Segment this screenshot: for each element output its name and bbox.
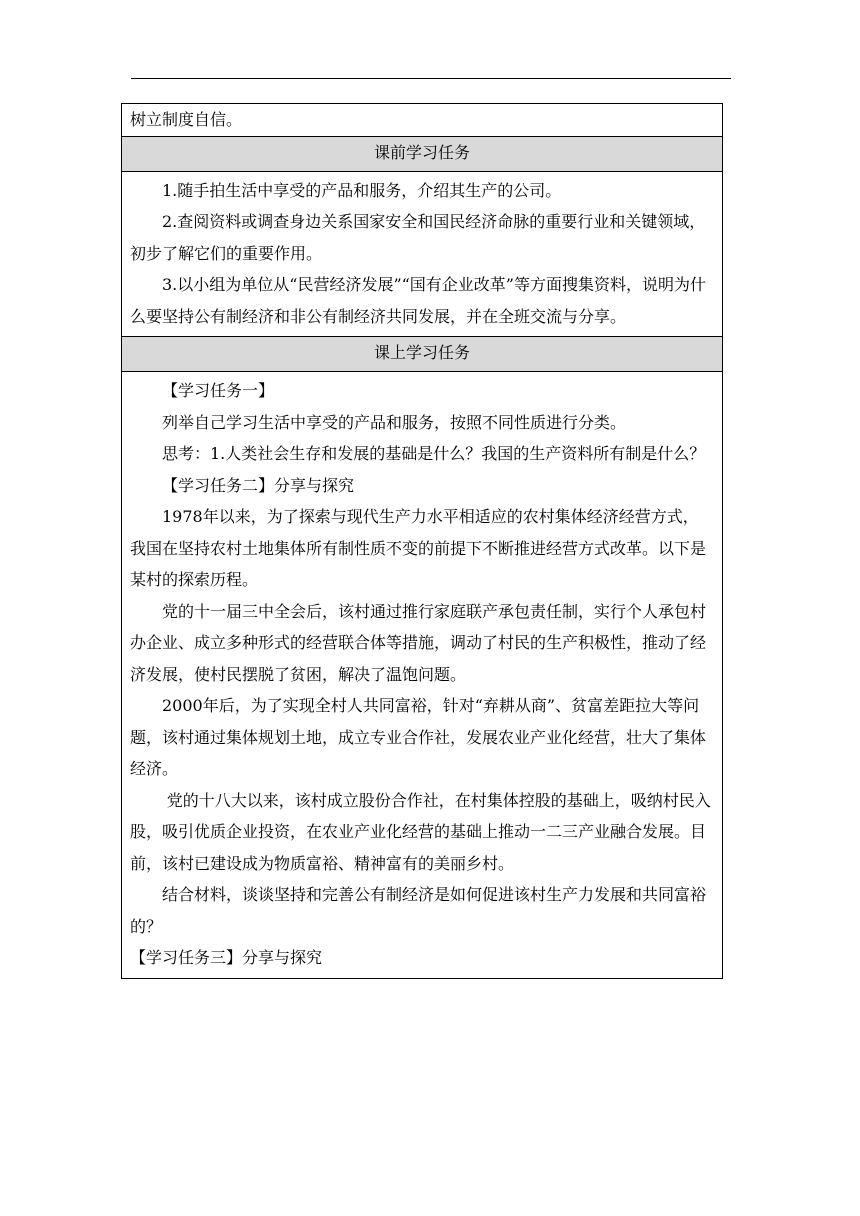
task2-paragraph-3: 2000年后，为了实现全村人共同富裕，针对“弃耕从商”、贫富差距拉大等问题，该村通过集体规划土地，成立专业合作社，发展农业产业化经营，壮大了集体经济。 bbox=[130, 696, 707, 778]
intro-cell bbox=[122, 104, 723, 137]
intro-row bbox=[122, 104, 723, 137]
in-class-content-row bbox=[122, 372, 723, 979]
task2-paragraph-4: 党的十八大以来，该村成立股份合作社，在村集体控股的基础上，吸纳村民入股，吸引优质企业投资，在农业产业化经营的基础上推动一二三产业融合发展。目前，该村已建设成为物质富裕、精神富有的美丽乡村。 bbox=[130, 790, 711, 873]
in-class-header-row bbox=[122, 337, 723, 372]
task3-heading: 【学习任务三】分享与探究 bbox=[130, 948, 323, 967]
task1-heading: 【学习任务一】 bbox=[162, 381, 275, 400]
lesson-plan-table bbox=[121, 103, 723, 979]
task2-paragraph-1: 1978年以来，为了探索与现代生产力水平相适应的农村集体经济经营方式，我国在坚持农村土地集体所有制性质不变的前提下不断推进经营方式改革。以下是某村的探索历程。 bbox=[130, 507, 707, 589]
in-class-content bbox=[122, 372, 723, 979]
intro-text: 树立制度自信。 bbox=[130, 110, 243, 129]
task2-question: 结合材料，谈谈坚持和完善公有制经济是如何促进该村生产力发展和共同富裕的？ bbox=[130, 885, 707, 936]
header-rule bbox=[131, 78, 731, 79]
pre-class-item-2: 2.查阅资料或调查身边关系国家安全和国民经济命脉的重要行业和关键领域，初步了解它们的重要作用。 bbox=[130, 212, 706, 263]
pre-class-item-1: 1.随手拍生活中享受的产品和服务，介绍其生产的公司。 bbox=[162, 180, 562, 200]
pre-class-title: 课前学习任务 bbox=[122, 136, 723, 171]
pre-class-content-row bbox=[122, 171, 723, 337]
task2-heading: 【学习任务二】分享与探究 bbox=[162, 475, 355, 495]
pre-class-header-row bbox=[122, 136, 723, 171]
in-class-title: 课上学习任务 bbox=[122, 337, 723, 372]
task1-text: 列举自己学习生活中享受的产品和服务，按照不同性质进行分类。 bbox=[162, 412, 627, 432]
task2-paragraph-2: 党的十一届三中全会后，该村通过推行家庭联产承包责任制，实行个人承包村办企业、成立多种形式的经营联合体等措施，调动了村民的生产积极性，推动了经济发展，使村民摆脱了贫困，解决了温饱问题。 bbox=[130, 601, 707, 684]
pre-class-content bbox=[122, 171, 723, 337]
task1-think: 思考：1.人类社会生存和发展的基础是什么？我国的生产资料所有制是什么？ bbox=[162, 444, 706, 463]
pre-class-item-3: 3.以小组为单位从“民营经济发展”“国有企业改革”等方面搜集资料，说明为什么要坚持公有制经济和非公有制经济共同发展，并在全班交流与分享。 bbox=[130, 275, 706, 326]
